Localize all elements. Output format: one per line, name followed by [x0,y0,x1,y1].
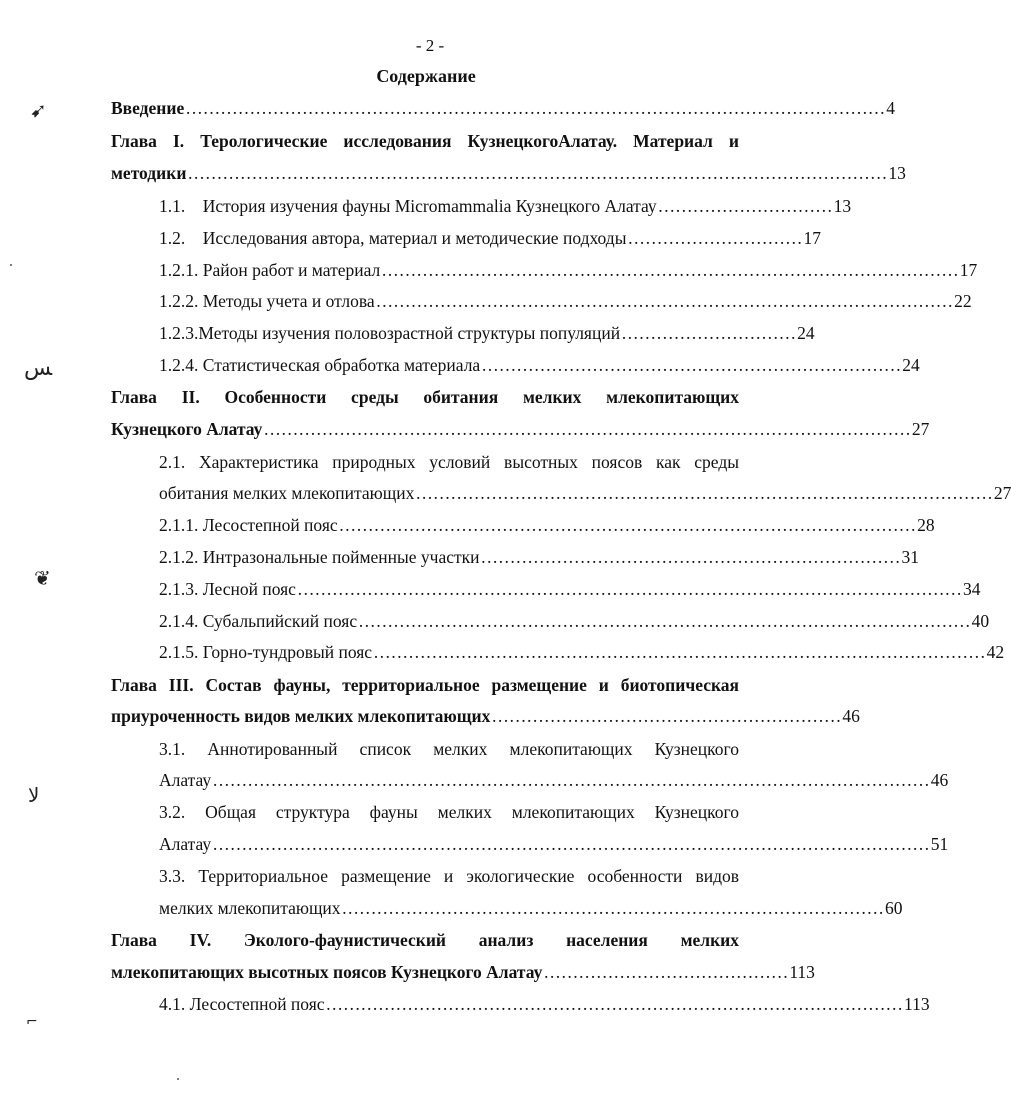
toc-entry [159,259,978,281]
speck [177,1078,179,1080]
toc-entry-text: Алатау [159,834,212,854]
toc-entry-line: Глава III. Состав фауны, территориальное размещение и биотопическая [111,675,739,695]
margin-mark-3: ❦ [34,566,51,590]
toc-page-number: 24 [902,355,920,375]
toc-leader: ………………………………………………………………………………………………………… [187,163,888,183]
toc-leader: ……………………………………………………………………………………… [381,260,959,280]
toc-entry [159,482,1011,504]
toc-entry-line: Глава I. Терологические исследования КузнецкогоАлатау. Материал и [111,131,739,151]
toc-entry [159,354,920,376]
toc-page-number: 13 [833,196,852,216]
toc-page-number: 51 [930,834,949,854]
toc-page-number: 46 [930,770,949,790]
toc-entry [111,418,930,440]
toc-page-number: 17 [959,260,978,280]
toc-entry [159,610,990,632]
toc-page-number: 28 [917,515,935,535]
toc-leader: ………………………………………………………………………………………………… [263,419,911,439]
toc-entry [159,641,1005,663]
toc-leader: ……………………………………………………………………………………… [415,483,993,503]
toc-entry-line: Глава II. Особенности среды обитания мелких млекопитающих [111,387,739,407]
toc-entry-text: 2.1.1. Лесостепной пояс [159,515,338,535]
toc-entry-text: приуроченность видов мелких млекопитающих [111,706,491,726]
toc-entry [111,705,860,727]
toc-entry [159,897,903,919]
toc-entry-line: Глава IV. Эколого-фаунистический анализ населения мелких [111,930,739,950]
toc-page-number: 42 [986,642,1005,662]
toc-entry-line: 3.1. Аннотированный список мелких млекопитающих Кузнецкого [159,739,739,759]
toc-leader: …………………………………………………………………………………………………………… [212,834,930,854]
toc-leader: ……………………………………………………………………………………… [375,291,954,311]
toc-entry-text: 1.2.4. Статистическая обработка материала [159,355,481,375]
toc-page-number: 27 [993,483,1011,503]
toc-entry-line: 3.3. Территориальное размещение и экологические особенности видов [159,866,739,886]
speck [10,264,12,266]
toc-leader: ………………………… [657,196,833,216]
toc-entry-text: млекопитающих высотных поясов Кузнецкого Алатау [111,962,543,982]
toc-leader: ………………………… [621,323,797,343]
toc-page-number: 113 [789,962,815,982]
toc-entry [159,833,949,855]
toc-leader: …………………………………………………………………………………………… [373,642,986,662]
toc-entry [159,769,949,791]
toc-entry [159,195,852,217]
toc-entry-text: 2.1.4. Субальпийский пояс [159,611,358,631]
toc-page-number: 24 [797,323,815,343]
toc-leader: ………………………………………………………………………………… [341,898,885,918]
page-number: - 2 - [415,36,445,55]
toc-page-number: 27 [911,419,930,439]
toc-entry [159,227,821,249]
toc-entry [159,578,981,600]
toc-page-number: 4 [886,98,895,118]
toc-entry [111,961,815,983]
toc-entry-text: 1.2. Исследования автора, материал и методические подходы [159,228,627,248]
toc-page-number: 40 [971,611,990,631]
toc-page-number: 13 [888,163,906,183]
toc-leader: ………………………… [627,228,803,248]
toc-leader: ……………………………………………………………………………………… [338,515,917,535]
toc-entry [159,993,930,1015]
toc-leader: …………………………………………………………………………………………… [358,611,971,631]
toc-entry-text: 1.2.1. Район работ и материал [159,260,381,280]
toc-entry-line: 3.2. Общая структура фауны мелких млекопитающих Кузнецкого [159,802,739,822]
toc-leader: ……………………………………………………………… [480,547,901,567]
toc-entry-text: 1.2.3.Методы изучения половозрастной структуры популяций [159,323,621,343]
toc-entry-text: 2.1.3. Лесной пояс [159,579,296,599]
toc-entry-text: 4.1. Лесостепной пояс [159,994,325,1014]
toc-entry-text: обитания мелких млекопитающих [159,483,415,503]
toc-leader: ……………………………………………………………… [481,355,902,375]
document-title: Содержание [376,66,476,86]
toc-entry-text: Введение [111,98,185,118]
toc-leader: …………………………………………………………………………………………………………… [212,770,930,790]
toc-page-number: 60 [885,898,903,918]
toc-entry-text: 1.2.2. Методы учета и отлова [159,291,375,311]
margin-mark-2: ﺲ [24,356,53,381]
toc-entry-line: 2.1. Характеристика природных условий высотных поясов как среды [159,452,739,472]
toc-leader: ………………………………………………………………………………………………………… [185,98,886,118]
toc-entry [111,162,906,184]
toc-entry [159,290,972,312]
toc-entry [159,322,815,344]
toc-page-number: 31 [901,547,920,567]
toc-page-number: 22 [954,291,972,311]
toc-entry-text: Кузнецкого Алатау [111,419,263,439]
toc-entry-text: мелких млекопитающих [159,898,341,918]
margin-mark-1: ➹ [30,98,47,122]
toc-page-number: 34 [962,579,981,599]
toc-page-number: 113 [904,994,930,1014]
toc-page-number: 46 [842,706,860,726]
toc-page-number: 17 [803,228,821,248]
toc-leader: …………………………………………………………………………………………………… [296,579,962,599]
toc-entry-text: 1.1. История изучения фауны Micromammalia Кузнецкого Алатау [159,196,657,216]
toc-entry-text: 2.1.2. Интразональные пойменные участки [159,547,480,567]
toc-leader: ……………………………………………………………………………………… [325,994,904,1014]
toc-entry-text: методики [111,163,187,183]
toc-entry-text: 2.1.5. Горно-тундровый пояс [159,642,373,662]
toc-entry [111,97,895,119]
toc-entry-text: Алатау [159,770,212,790]
toc-entry [159,546,920,568]
toc-leader: …………………………………… [543,962,789,982]
margin-mark-4: ﻻ [28,783,40,807]
toc-entry [159,514,935,536]
toc-leader: …………………………………………………… [491,706,842,726]
margin-mark-5: ⌐ [26,1014,38,1030]
